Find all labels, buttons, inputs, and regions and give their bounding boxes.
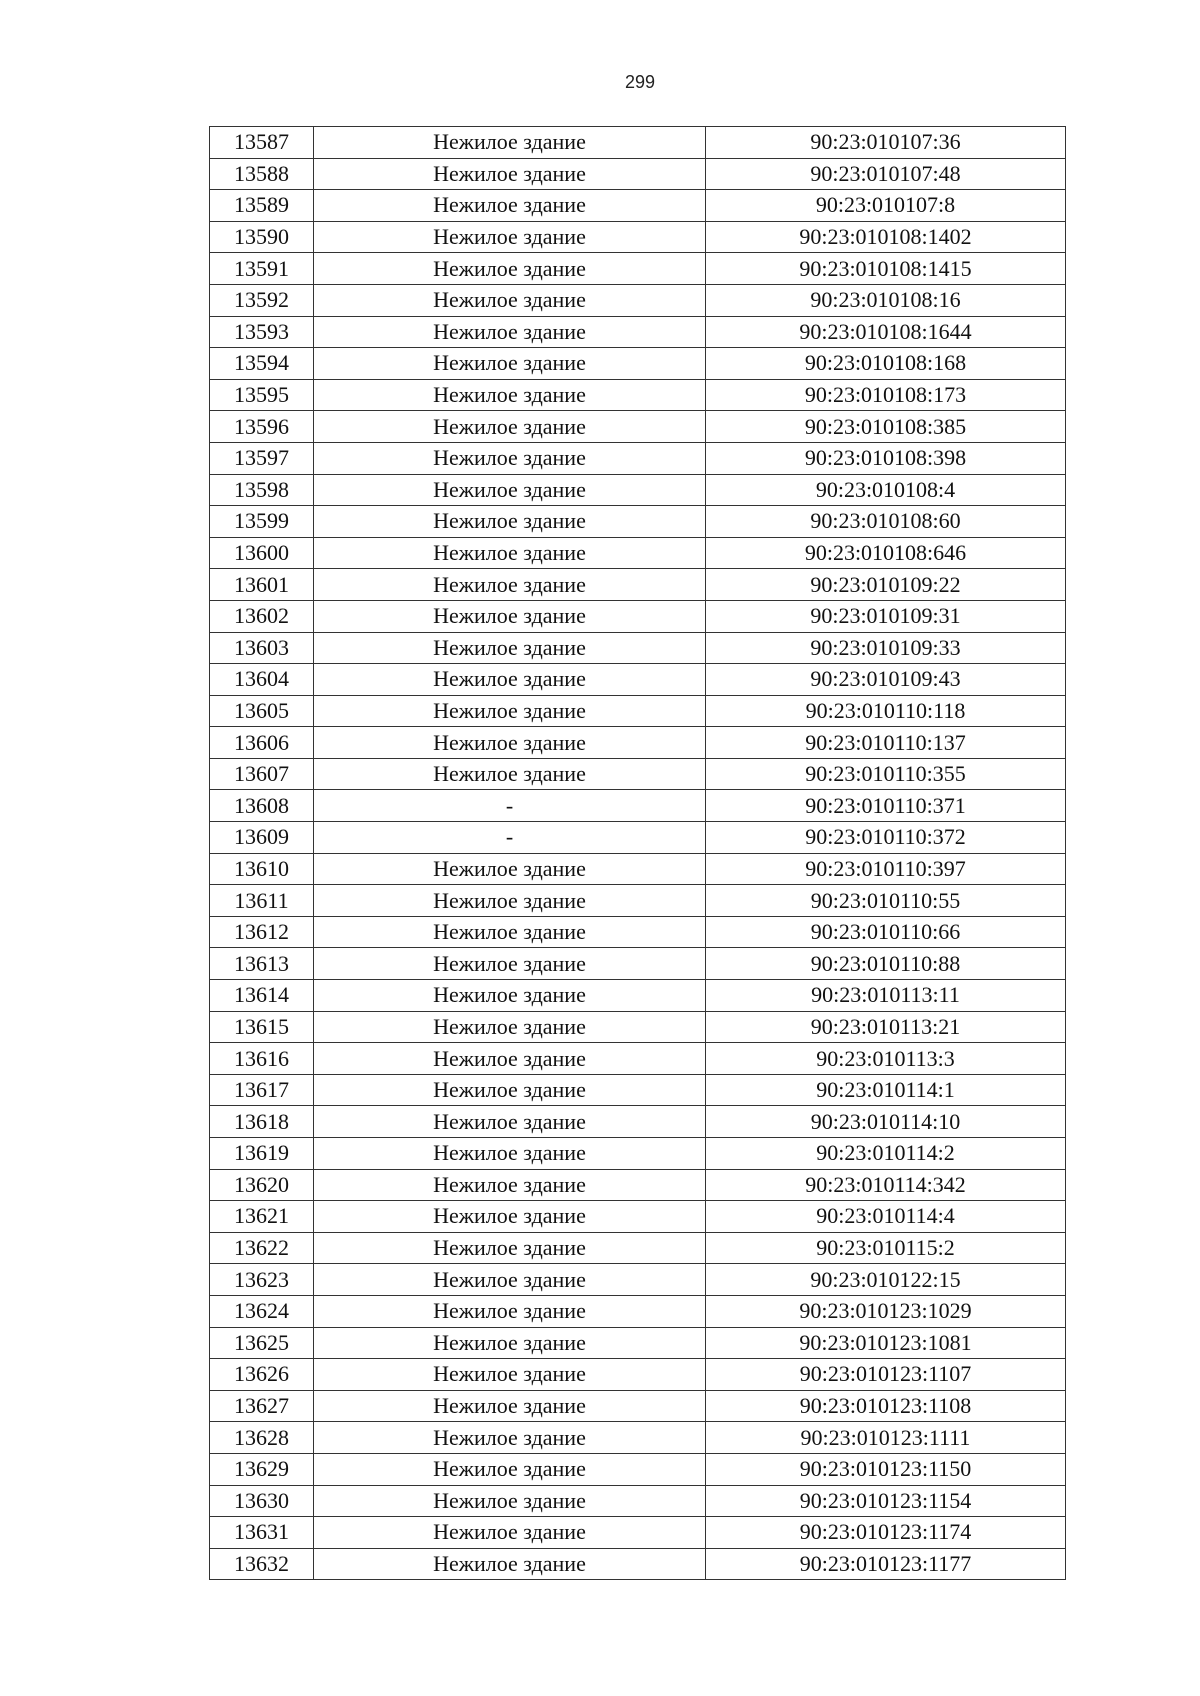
row-number-cell: 13601 xyxy=(210,569,314,601)
table-row xyxy=(210,822,1066,854)
cadastral-number-cell: 90:23:010123:1081 xyxy=(706,1327,1066,1359)
row-number-cell: 13621 xyxy=(210,1201,314,1233)
row-number-cell: 13616 xyxy=(210,1043,314,1075)
cadastral-number-cell: 90:23:010107:36 xyxy=(706,127,1066,159)
row-number-cell: 13628 xyxy=(210,1422,314,1454)
object-type-cell: Нежилое здание xyxy=(314,758,706,790)
row-number-cell: 13605 xyxy=(210,695,314,727)
row-number-cell: 13596 xyxy=(210,411,314,443)
cadastral-number-cell: 90:23:010113:3 xyxy=(706,1043,1066,1075)
object-type-cell: - xyxy=(314,790,706,822)
row-number-cell: 13606 xyxy=(210,727,314,759)
cadastral-number-cell: 90:23:010110:372 xyxy=(706,822,1066,854)
cadastral-number-cell: 90:23:010114:1 xyxy=(706,1074,1066,1106)
row-number-cell: 13593 xyxy=(210,316,314,348)
table-row xyxy=(210,1074,1066,1106)
table-row xyxy=(210,253,1066,285)
cadastral-number-cell: 90:23:010108:173 xyxy=(706,379,1066,411)
object-type-cell: Нежилое здание xyxy=(314,284,706,316)
table-row xyxy=(210,379,1066,411)
object-type-cell: Нежилое здание xyxy=(314,664,706,696)
object-type-cell: Нежилое здание xyxy=(314,379,706,411)
table-row xyxy=(210,158,1066,190)
object-type-cell: Нежилое здание xyxy=(314,253,706,285)
object-type-cell: Нежилое здание xyxy=(314,948,706,980)
cadastral-number-cell: 90:23:010110:355 xyxy=(706,758,1066,790)
table-row xyxy=(210,980,1066,1012)
row-number-cell: 13588 xyxy=(210,158,314,190)
table-row xyxy=(210,348,1066,380)
object-type-cell: Нежилое здание xyxy=(314,1453,706,1485)
cadastral-number-cell: 90:23:010123:1154 xyxy=(706,1485,1066,1517)
table-row xyxy=(210,474,1066,506)
cadastral-number-cell: 90:23:010108:16 xyxy=(706,284,1066,316)
row-number-cell: 13615 xyxy=(210,1011,314,1043)
table-row xyxy=(210,442,1066,474)
object-type-cell: Нежилое здание xyxy=(314,1232,706,1264)
table-row xyxy=(210,1422,1066,1454)
object-type-cell: Нежилое здание xyxy=(314,727,706,759)
table-row xyxy=(210,664,1066,696)
row-number-cell: 13629 xyxy=(210,1453,314,1485)
cadastral-number-cell: 90:23:010123:1174 xyxy=(706,1517,1066,1549)
row-number-cell: 13592 xyxy=(210,284,314,316)
cadastral-number-cell: 90:23:010108:646 xyxy=(706,537,1066,569)
row-number-cell: 13625 xyxy=(210,1327,314,1359)
table-row xyxy=(210,284,1066,316)
row-number-cell: 13614 xyxy=(210,980,314,1012)
object-type-cell: Нежилое здание xyxy=(314,348,706,380)
row-number-cell: 13617 xyxy=(210,1074,314,1106)
cadastral-number-cell: 90:23:010122:15 xyxy=(706,1264,1066,1296)
object-type-cell: Нежилое здание xyxy=(314,916,706,948)
object-type-cell: Нежилое здание xyxy=(314,127,706,159)
cadastral-number-cell: 90:23:010110:397 xyxy=(706,853,1066,885)
row-number-cell: 13598 xyxy=(210,474,314,506)
table-row xyxy=(210,1043,1066,1075)
cadastral-number-cell: 90:23:010114:342 xyxy=(706,1169,1066,1201)
cadastral-number-cell: 90:23:010123:1177 xyxy=(706,1548,1066,1580)
row-number-cell: 13599 xyxy=(210,506,314,538)
row-number-cell: 13613 xyxy=(210,948,314,980)
object-type-cell: Нежилое здание xyxy=(314,537,706,569)
object-type-cell: Нежилое здание xyxy=(314,506,706,538)
row-number-cell: 13611 xyxy=(210,885,314,917)
table-row xyxy=(210,221,1066,253)
row-number-cell: 13620 xyxy=(210,1169,314,1201)
object-type-cell: Нежилое здание xyxy=(314,1327,706,1359)
table-row xyxy=(210,758,1066,790)
cadastral-number-cell: 90:23:010108:1402 xyxy=(706,221,1066,253)
row-number-cell: 13597 xyxy=(210,442,314,474)
row-number-cell: 13607 xyxy=(210,758,314,790)
row-number-cell: 13595 xyxy=(210,379,314,411)
row-number-cell: 13624 xyxy=(210,1295,314,1327)
object-type-cell: Нежилое здание xyxy=(314,442,706,474)
cadastral-number-cell: 90:23:010114:4 xyxy=(706,1201,1066,1233)
cadastral-number-cell: 90:23:010108:385 xyxy=(706,411,1066,443)
object-type-cell: Нежилое здание xyxy=(314,1138,706,1170)
row-number-cell: 13587 xyxy=(210,127,314,159)
table-row xyxy=(210,1359,1066,1391)
cadastral-number-cell: 90:23:010123:1111 xyxy=(706,1422,1066,1454)
object-type-cell: Нежилое здание xyxy=(314,190,706,222)
object-type-cell: Нежилое здание xyxy=(314,980,706,1012)
table-row xyxy=(210,1011,1066,1043)
table-row xyxy=(210,537,1066,569)
table-row xyxy=(210,1453,1066,1485)
table-row xyxy=(210,1106,1066,1138)
registry-table xyxy=(209,126,1066,1580)
table-row xyxy=(210,790,1066,822)
row-number-cell: 13632 xyxy=(210,1548,314,1580)
object-type-cell: - xyxy=(314,822,706,854)
cadastral-number-cell: 90:23:010114:2 xyxy=(706,1138,1066,1170)
cadastral-number-cell: 90:23:010110:118 xyxy=(706,695,1066,727)
object-type-cell: Нежилое здание xyxy=(314,600,706,632)
object-type-cell: Нежилое здание xyxy=(314,1422,706,1454)
page-number: 299 xyxy=(624,72,656,92)
object-type-cell: Нежилое здание xyxy=(314,632,706,664)
table-row xyxy=(210,1548,1066,1580)
table-row xyxy=(210,1327,1066,1359)
row-number-cell: 13631 xyxy=(210,1517,314,1549)
object-type-cell: Нежилое здание xyxy=(314,853,706,885)
object-type-cell: Нежилое здание xyxy=(314,1106,706,1138)
object-type-cell: Нежилое здание xyxy=(314,1074,706,1106)
row-number-cell: 13603 xyxy=(210,632,314,664)
row-number-cell: 13619 xyxy=(210,1138,314,1170)
object-type-cell: Нежилое здание xyxy=(314,1264,706,1296)
row-number-cell: 13618 xyxy=(210,1106,314,1138)
row-number-cell: 13626 xyxy=(210,1359,314,1391)
object-type-cell: Нежилое здание xyxy=(314,885,706,917)
object-type-cell: Нежилое здание xyxy=(314,474,706,506)
table-row xyxy=(210,1264,1066,1296)
row-number-cell: 13590 xyxy=(210,221,314,253)
cadastral-number-cell: 90:23:010123:1150 xyxy=(706,1453,1066,1485)
cadastral-number-cell: 90:23:010123:1107 xyxy=(706,1359,1066,1391)
cadastral-number-cell: 90:23:010123:1108 xyxy=(706,1390,1066,1422)
cadastral-number-cell: 90:23:010110:88 xyxy=(706,948,1066,980)
row-number-cell: 13622 xyxy=(210,1232,314,1264)
table-row xyxy=(210,916,1066,948)
row-number-cell: 13602 xyxy=(210,600,314,632)
cadastral-number-cell: 90:23:010110:66 xyxy=(706,916,1066,948)
row-number-cell: 13591 xyxy=(210,253,314,285)
table-row xyxy=(210,1138,1066,1170)
row-number-cell: 13627 xyxy=(210,1390,314,1422)
row-number-cell: 13604 xyxy=(210,664,314,696)
table-row xyxy=(210,1169,1066,1201)
cadastral-number-cell: 90:23:010123:1029 xyxy=(706,1295,1066,1327)
table-row xyxy=(210,411,1066,443)
row-number-cell: 13609 xyxy=(210,822,314,854)
object-type-cell: Нежилое здание xyxy=(314,411,706,443)
cadastral-number-cell: 90:23:010115:2 xyxy=(706,1232,1066,1264)
table-row xyxy=(210,885,1066,917)
cadastral-number-cell: 90:23:010110:55 xyxy=(706,885,1066,917)
cadastral-number-cell: 90:23:010108:168 xyxy=(706,348,1066,380)
cadastral-number-cell: 90:23:010109:22 xyxy=(706,569,1066,601)
cadastral-number-cell: 90:23:010109:33 xyxy=(706,632,1066,664)
table-row xyxy=(210,1232,1066,1264)
cadastral-number-cell: 90:23:010113:11 xyxy=(706,980,1066,1012)
cadastral-number-cell: 90:23:010108:1644 xyxy=(706,316,1066,348)
table-row xyxy=(210,1201,1066,1233)
object-type-cell: Нежилое здание xyxy=(314,569,706,601)
object-type-cell: Нежилое здание xyxy=(314,1043,706,1075)
row-number-cell: 13612 xyxy=(210,916,314,948)
object-type-cell: Нежилое здание xyxy=(314,1359,706,1391)
object-type-cell: Нежилое здание xyxy=(314,1390,706,1422)
table-row xyxy=(210,316,1066,348)
table-row xyxy=(210,948,1066,980)
cadastral-number-cell: 90:23:010110:137 xyxy=(706,727,1066,759)
object-type-cell: Нежилое здание xyxy=(314,221,706,253)
object-type-cell: Нежилое здание xyxy=(314,1548,706,1580)
table-row xyxy=(210,506,1066,538)
row-number-cell: 13630 xyxy=(210,1485,314,1517)
cadastral-number-cell: 90:23:010107:8 xyxy=(706,190,1066,222)
cadastral-number-cell: 90:23:010108:398 xyxy=(706,442,1066,474)
table-row xyxy=(210,1517,1066,1549)
cadastral-number-cell: 90:23:010114:10 xyxy=(706,1106,1066,1138)
object-type-cell: Нежилое здание xyxy=(314,1517,706,1549)
table-row xyxy=(210,853,1066,885)
table-row xyxy=(210,127,1066,159)
table-row xyxy=(210,190,1066,222)
table-body xyxy=(210,127,1066,1580)
table-row xyxy=(210,727,1066,759)
cadastral-number-cell: 90:23:010109:31 xyxy=(706,600,1066,632)
table-row xyxy=(210,1390,1066,1422)
object-type-cell: Нежилое здание xyxy=(314,1169,706,1201)
object-type-cell: Нежилое здание xyxy=(314,1295,706,1327)
object-type-cell: Нежилое здание xyxy=(314,316,706,348)
object-type-cell: Нежилое здание xyxy=(314,1201,706,1233)
table-row xyxy=(210,600,1066,632)
row-number-cell: 13594 xyxy=(210,348,314,380)
table-row xyxy=(210,569,1066,601)
object-type-cell: Нежилое здание xyxy=(314,1011,706,1043)
cadastral-number-cell: 90:23:010110:371 xyxy=(706,790,1066,822)
cadastral-number-cell: 90:23:010108:1415 xyxy=(706,253,1066,285)
cadastral-number-cell: 90:23:010109:43 xyxy=(706,664,1066,696)
table-row xyxy=(210,695,1066,727)
row-number-cell: 13608 xyxy=(210,790,314,822)
table-row xyxy=(210,632,1066,664)
row-number-cell: 13610 xyxy=(210,853,314,885)
object-type-cell: Нежилое здание xyxy=(314,695,706,727)
row-number-cell: 13589 xyxy=(210,190,314,222)
object-type-cell: Нежилое здание xyxy=(314,1485,706,1517)
cadastral-number-cell: 90:23:010113:21 xyxy=(706,1011,1066,1043)
table-row xyxy=(210,1485,1066,1517)
row-number-cell: 13623 xyxy=(210,1264,314,1296)
cadastral-number-cell: 90:23:010108:4 xyxy=(706,474,1066,506)
row-number-cell: 13600 xyxy=(210,537,314,569)
cadastral-number-cell: 90:23:010107:48 xyxy=(706,158,1066,190)
table-row xyxy=(210,1295,1066,1327)
object-type-cell: Нежилое здание xyxy=(314,158,706,190)
cadastral-number-cell: 90:23:010108:60 xyxy=(706,506,1066,538)
